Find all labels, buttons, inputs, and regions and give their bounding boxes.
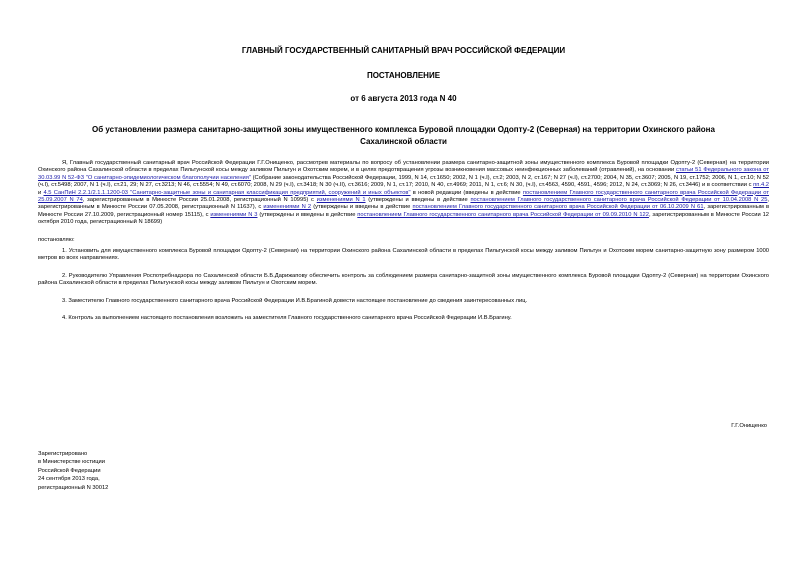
decree-item: 1. Установить для имущественного комплекса Буровой площадки Одопту-2 (Северная) на территории Охинского района Сахалинской области в пределах Пильтунской косы между заливом Пильтун и Охотским морем санитарно-защитную зону размером 1000 метров во всех направлениях. [38,248,769,262]
resolution-link[interactable]: постановлением Главного государственного санитарного врача Российской Федерации от 06.10.2009 N 61 [412,204,704,211]
document-title: Об установлении размера санитарно-защитной зоны имущественного комплекса Буровой площадки Одопту-2 (Северная) на территории Охинского района Сахалинской области [92,125,715,146]
amendment-link[interactable]: изменениями N 2 [263,204,312,211]
registration-line: Российской Федерации [38,467,101,474]
registration-line: регистрационный N 30012 [38,484,109,491]
decree-item: 4. Контроль за выполнением настоящего постановления возложить на заместителя Главного государственного санитарного врача Российской Федерации И.В.Брагину. [62,315,512,322]
issuing-authority: ГЛАВНЫЙ ГОСУДАРСТВЕННЫЙ САНИТАРНЫЙ ВРАЧ РОССИЙСКОЙ ФЕДЕРАЦИИ [241,46,566,55]
decree-item: 3. Заместителю Главного государственного санитарного врача Российской Федерации И.В.Брагиной довести настоящее постановление до сведения заинтересованных лиц. [62,297,528,304]
preamble-text: Я, Главный государственный санитарный врач Российской Федерации Г.Г.Онищенко, рассмотрев материалы по вопросу об установлении размера санитарно-защитной зоны имущественного комплекса Буровой площадки Одопту-2 (Северная) на территории Охинского района Сахалинской области в пределах Пильтунской косы между заливом Пильтун и Охотским морем, и в целях предотвращения угрозы возникновения массовых неинфекционных заболеваний (отравлений), на основании [38,160,769,174]
preamble-paragraph [38,160,769,227]
decree-word: постановляю: [38,236,75,243]
resolution-link[interactable]: постановлением Главного государственного санитарного врача Российской Федерации от 09.09.2010 N 122 [357,211,649,218]
preamble-text: , зарегистрированным в Минюсте России 07.05.2008, регистрационный N 11637), с [38,197,769,211]
preamble-text: , зарегистрированным в Минюсте России 12 октября 2010 года, регистрационный N 18699) [38,211,769,226]
resolution-link[interactable]: постановлением Главного государственного санитарного врача Российской Федерации от 10.04.2008 N 25 [470,197,768,204]
registration-line: в Министерстве юстиции [38,459,105,466]
document-body [38,160,769,333]
clause-link[interactable]: пп.4.2 [753,182,769,189]
preamble-text: (утверждены и введены в действие [311,204,413,211]
preamble-text: и [38,189,44,196]
preamble-text: в новой редакции (введены в действие [410,189,523,196]
amendment-link[interactable]: изменениями N 3 [210,211,258,218]
sanpin-link[interactable]: 4.5 СанПиН 2.2.1/2.1.1.1200-03 "Санитарно-защитные зоны и санитарная классификация предприятий, сооружений и иных объектов" [43,189,411,196]
preamble-text: , зарегистрированным в Минюсте России 25.01.2008, регистрационный N 10995) с [82,197,317,204]
preamble-text: (Собрание законодательства Российской Федерации, 1999, N 14, ст.1650; 2002, N 1 (ч.I), ст.2; 2003, N 2, ст.167; N 27 (ч.I), ст.2700; 2004, N 35, ст.3607; 2005, N 19, ст.1752; 2006, N 1, ст.10; N 52 (ч.I), ст.5498; 2007, N 1 (ч.I), ст.21, 29; N 27, ст.3213; N 46, ст.5554; N 49, ст.6070; 2008, N 29 (ч.I), ст.3418; N 30 (ч.II), ст.3616; 2009, N 1, ст.17; 2010, N 40, ст.4969; 2011, N 1, ст.6; N 30, (ч.I), ст.4563, 4590, 4591, 4596; 2012, N 24, ст.3069; N 26, ст.3446) и в соответствии с [38,174,769,189]
registration-line: 24 сентября 2013 года, [38,476,100,483]
signature: Г.Г.Онищенко [731,423,767,429]
resolution-link[interactable]: постановлением Главного государственного санитарного врача Российской Федерации от 25.09.2007 N 74 [38,189,769,204]
preamble-text: (утверждены и введены в действие [365,197,471,204]
document-type: ПОСТАНОВЛЕНИЕ [366,71,441,80]
registration-block [38,450,108,492]
decree-item: 2. Руководителю Управления Роспотребнадзора по Сахалинской области Б.Б.Дарижапову обеспечить контроль за соблюдением размера санитарно-защитной зоны имущественного комплекса Буровой площадки Одопту-2 (Северная) на территории Охинского района Сахалинской области в пределах Пильтунской косы между заливом Пильтун и Охотским морем. [38,272,769,287]
preamble-text: (утверждены и введены в действие [257,211,358,218]
registration-line: Зарегистрировано [38,451,88,457]
amendment-link[interactable]: изменениями N 1 [316,197,366,204]
law-link[interactable]: статьи 51 Федерального закона от 30.03.99 N 52-ФЗ "О санитарно-эпидемиологическом благополучии населения" [38,167,769,181]
document-date-number: от 6 августа 2013 года N 40 [350,94,457,103]
preamble-text: , зарегистрированным в Минюсте России 27.10.2009, регистрационный номер 15115), с [38,204,770,218]
